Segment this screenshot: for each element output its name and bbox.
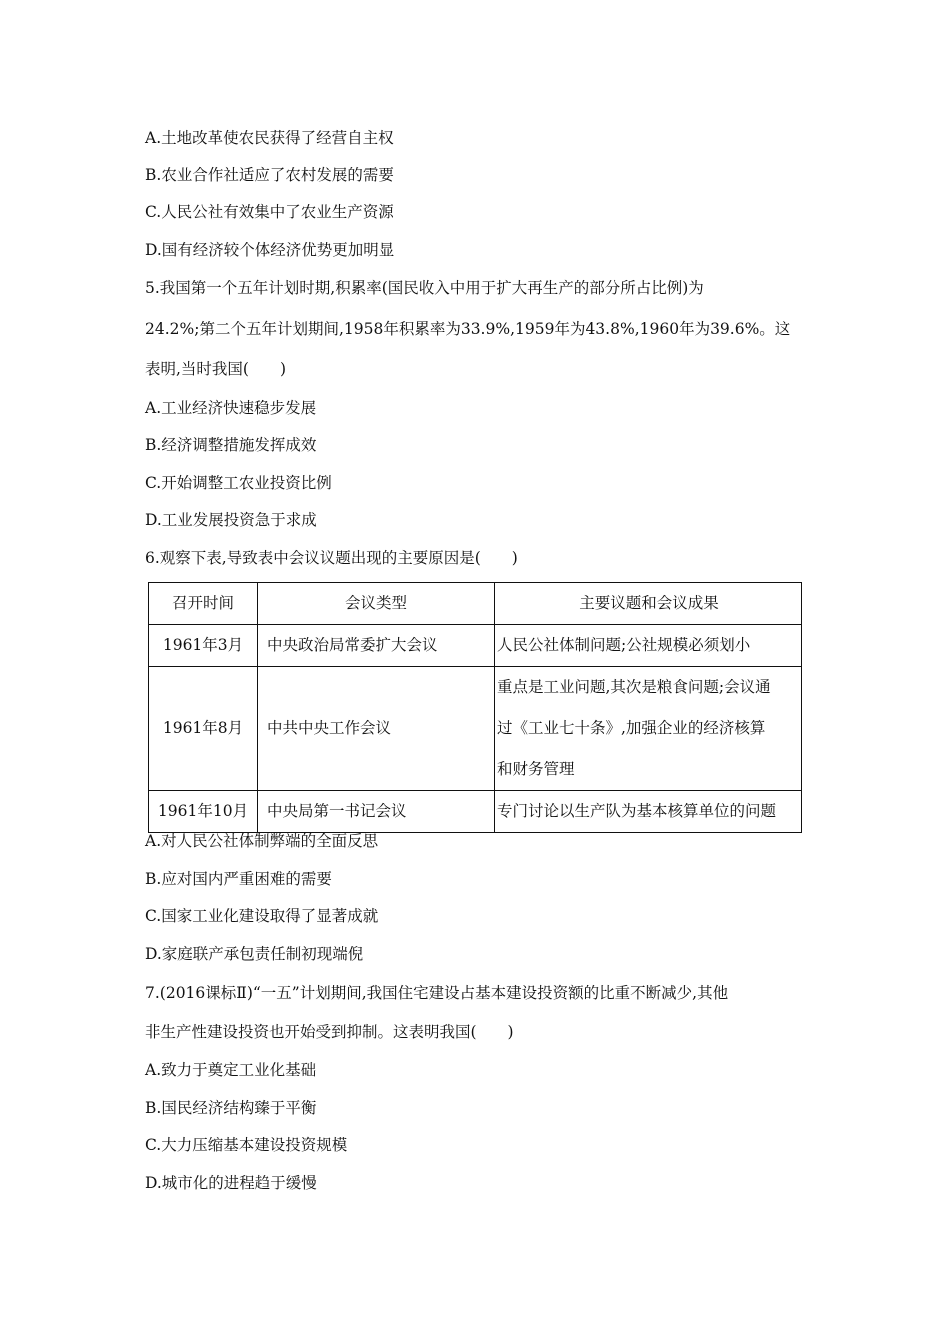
q7-option-d: D.城市化的进程趋于缓慢 — [145, 1174, 317, 1192]
header-topic: 主要议题和会议成果 — [495, 583, 802, 625]
header-type: 会议类型 — [258, 583, 495, 625]
table-row — [149, 625, 802, 667]
row2-topic — [495, 667, 802, 791]
q5-option-b: B.经济调整措施发挥成效 — [145, 436, 317, 454]
q6-option-c: C.国家工业化建设取得了显著成就 — [145, 907, 379, 925]
q5-stem-line-1: 5.我国第一个五年计划时期,积累率(国民收入中用于扩大再生产的部分所占比例)为 — [145, 279, 704, 297]
row1-topic: 人民公社体制问题;公社规模必须划小 — [495, 625, 802, 667]
q7-option-a: A.致力于奠定工业化基础 — [145, 1061, 317, 1079]
q6-option-b: B.应对国内严重困难的需要 — [145, 870, 332, 888]
q4-option-d: D.国有经济较个体经济优势更加明显 — [145, 241, 395, 259]
row2-time: 1961年8月 — [149, 667, 258, 791]
q5-stem-line-3: 表明,当时我国( ) — [145, 360, 287, 378]
q7-option-c: C.大力压缩基本建设投资规模 — [145, 1136, 348, 1154]
q4-option-a: A.土地改革使农民获得了经营自主权 — [145, 129, 394, 147]
row3-type: 中央局第一书记会议 — [258, 791, 495, 833]
q6-option-a: A.对人民公社体制弊端的全面反思 — [145, 832, 379, 850]
row2-type: 中共中央工作会议 — [258, 667, 495, 791]
q5-option-d: D.工业发展投资急于求成 — [145, 511, 317, 529]
q4-option-b: B.农业合作社适应了农村发展的需要 — [145, 166, 394, 184]
header-time: 召开时间 — [149, 583, 258, 625]
meeting-table — [148, 582, 802, 833]
table-row — [149, 791, 802, 833]
q5-option-c: C.开始调整工农业投资比例 — [145, 474, 332, 492]
row3-topic: 专门讨论以生产队为基本核算单位的问题 — [495, 791, 802, 833]
q7-stem-line-1: 7.(2016课标Ⅱ)“一五”计划期间,我国住宅建设占基本建设投资额的比重不断减少,其他 — [145, 984, 729, 1002]
q6-stem: 6.观察下表,导致表中会议议题出现的主要原因是( ) — [145, 549, 518, 567]
table-row — [149, 667, 802, 791]
row2-topic-line-3: 和财务管理 — [497, 760, 575, 778]
row1-type: 中央政治局常委扩大会议 — [258, 625, 495, 667]
row3-time: 1961年10月 — [149, 791, 258, 833]
row2-topic-line-2: 过《工业七十条》,加强企业的经济核算 — [497, 719, 766, 737]
table-header-row — [149, 583, 802, 625]
q7-option-b: B.国民经济结构臻于平衡 — [145, 1099, 317, 1117]
q7-stem-line-2: 非生产性建设投资也开始受到抑制。这表明我国( ) — [145, 1023, 514, 1041]
row1-time: 1961年3月 — [149, 625, 258, 667]
q4-option-c: C.人民公社有效集中了农业生产资源 — [145, 203, 394, 221]
q5-option-a: A.工业经济快速稳步发展 — [145, 399, 317, 417]
q6-option-d: D.家庭联产承包责任制初现端倪 — [145, 945, 364, 963]
row2-topic-line-1: 重点是工业问题,其次是粮食问题;会议通 — [497, 678, 771, 696]
q5-stem-line-2: 24.2%;第二个五年计划期间,1958年积累率为33.9%,1959年为43.8%,1960年为39.6%。这 — [145, 320, 791, 338]
